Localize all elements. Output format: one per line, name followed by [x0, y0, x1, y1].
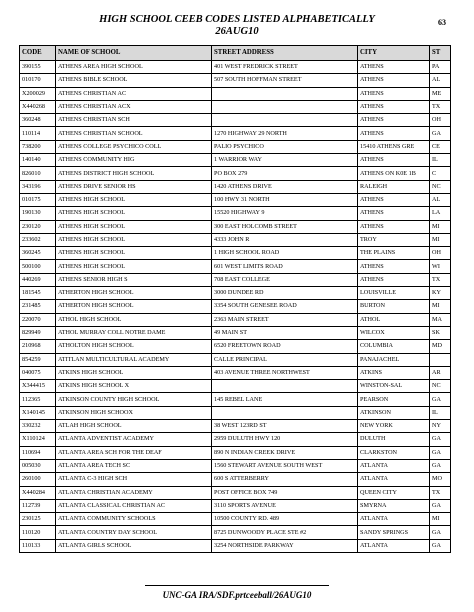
cell-city: CLARKSTON [358, 446, 430, 459]
page-title [0, 14, 474, 38]
cell-street-address [212, 114, 358, 127]
cell-street-address: 890 N INDIAN CREEK DRIVE [212, 446, 358, 459]
cell-state: MD [430, 340, 451, 353]
cell-city: ATHENS [358, 273, 430, 286]
cell-state: GA [430, 539, 451, 552]
cell-state: MI [430, 513, 451, 526]
table-row [20, 420, 451, 433]
cell-school-name: ATHENS CHRISTIAN SCHOOL [56, 127, 212, 140]
cell-state: KY [430, 287, 451, 300]
cell-state: OH [430, 247, 451, 260]
table-body [20, 61, 451, 553]
cell-state: C [430, 167, 451, 180]
cell-code: 112365 [20, 393, 56, 406]
column-header-address: STREET ADDRESS [212, 46, 358, 61]
cell-street-address: 507 SOUTH HOFFMAN STREET [212, 74, 358, 87]
cell-state: MO [430, 473, 451, 486]
cell-code: 181545 [20, 287, 56, 300]
cell-code: 854259 [20, 353, 56, 366]
cell-school-name: ATHOL HIGH SCHOOL [56, 313, 212, 326]
table-row [20, 473, 451, 486]
table-row [20, 326, 451, 339]
cell-city: WINSTON-SAL [358, 380, 430, 393]
table-row [20, 273, 451, 286]
cell-school-name: ATLANTA AREA TECH SC [56, 459, 212, 472]
cell-school-name: ATHENS HIGH SCHOOL [56, 260, 212, 273]
column-header-code: CODE [20, 46, 56, 61]
cell-school-name: ATHENS DISTRICT HIGH SCHOOL [56, 167, 212, 180]
cell-street-address: 100 HWY 31 NORTH [212, 193, 358, 206]
footer-text: UNC-GA IRA/SDF.prtceeball/26AUG10 [162, 590, 312, 600]
table-row [20, 539, 451, 552]
table-row [20, 380, 451, 393]
cell-city: QUEEN CITY [358, 486, 430, 499]
table-row [20, 313, 451, 326]
cell-state: LA [430, 207, 451, 220]
cell-street-address: PO BOX 279 [212, 167, 358, 180]
cell-school-name: ATHENS CHRISTIAN ACX [56, 100, 212, 113]
cell-city: ATLANTA [358, 539, 430, 552]
table-row [20, 140, 451, 153]
cell-code: 738200 [20, 140, 56, 153]
cell-school-name: ATHENS COLLEGE PSYCHICO COLL [56, 140, 212, 153]
cell-school-name: ATHENS CHRISTIAN AC [56, 87, 212, 100]
cell-school-name: ATLANTA AREA SCH FOR THE DEAF [56, 446, 212, 459]
cell-street-address: 403 AVENUE THREE NORTHWEST [212, 366, 358, 379]
cell-street-address: 3000 DUNDEE RD [212, 287, 358, 300]
cell-state: GA [430, 433, 451, 446]
cell-state: MI [430, 300, 451, 313]
footer-divider [145, 585, 329, 586]
cell-city: PANAJACHEL [358, 353, 430, 366]
cell-school-name: ATKINSON HIGH SCHOOX [56, 406, 212, 419]
cell-school-name: ATHENS HIGH SCHOOL [56, 207, 212, 220]
table-row [20, 287, 451, 300]
cell-city: ATHENS [358, 127, 430, 140]
table-row [20, 300, 451, 313]
cell-city: ATHENS [358, 114, 430, 127]
table-row [20, 127, 451, 140]
cell-state: ME [430, 87, 451, 100]
cell-city: ATHENS [358, 154, 430, 167]
cell-street-address: POST OFFICE BOX 749 [212, 486, 358, 499]
cell-city: ATHENS [358, 220, 430, 233]
table-row [20, 207, 451, 220]
cell-city: TROY [358, 233, 430, 246]
cell-city: ATHENS [358, 74, 430, 87]
cell-state: TX [430, 100, 451, 113]
cell-school-name: ATHENS HIGH SCHOOL [56, 193, 212, 206]
cell-school-name: ATHENS CHRISTIAN SCH [56, 114, 212, 127]
cell-street-address: 401 WEST FREDRICK STREET [212, 61, 358, 74]
table-row [20, 446, 451, 459]
cell-street-address: 1 WARRIOR WAY [212, 154, 358, 167]
cell-street-address: 3354 SOUTH GENESEE ROAD [212, 300, 358, 313]
cell-state [430, 353, 451, 366]
cell-code: 040075 [20, 366, 56, 379]
cell-school-name: ATHERTON HIGH SCHOOL [56, 287, 212, 300]
cell-school-name: ATHENS AREA HIGH SCHOOL [56, 61, 212, 74]
cell-street-address: 1 HIGH SCHOOL ROAD [212, 247, 358, 260]
cell-street-address: 145 REBEL LANE [212, 393, 358, 406]
cell-code: 500100 [20, 260, 56, 273]
cell-code: 826010 [20, 167, 56, 180]
cell-state: MA [430, 313, 451, 326]
table-row [20, 499, 451, 512]
cell-code: 190130 [20, 207, 56, 220]
page-number: 63 [438, 18, 446, 27]
cell-school-name: ATHOL MURRAY COLL NOTRE DAME [56, 326, 212, 339]
cell-code: 440269 [20, 273, 56, 286]
cell-code: 010175 [20, 193, 56, 206]
table-row [20, 114, 451, 127]
cell-state: AL [430, 193, 451, 206]
cell-street-address: 49 MAIN ST [212, 326, 358, 339]
cell-city: ATHENS ON K0E 1B [358, 167, 430, 180]
cell-code: 360245 [20, 247, 56, 260]
cell-state: SK [430, 326, 451, 339]
cell-code: 005030 [20, 459, 56, 472]
table-row [20, 433, 451, 446]
cell-school-name: ATLANTA C-3 HIGH SCH [56, 473, 212, 486]
cell-street-address: 2363 MAIN STREET [212, 313, 358, 326]
cell-code: 112739 [20, 499, 56, 512]
table-row [20, 100, 451, 113]
cell-city: ATKINSON [358, 406, 430, 419]
cell-city: LOUISVILLE [358, 287, 430, 300]
cell-school-name: ATHENS DRIVE SENIOR HS [56, 180, 212, 193]
ceeb-codes-table [19, 45, 451, 553]
cell-state: PA [430, 61, 451, 74]
table-row [20, 180, 451, 193]
title-line-2: 26AUG10 [215, 26, 259, 37]
title-line-1: HIGH SCHOOL CEEB CODES LISTED ALPHABETICALLY [99, 14, 375, 25]
cell-city: ATLANTA [358, 473, 430, 486]
cell-city: ATLANTA [358, 459, 430, 472]
cell-school-name: ATKINS HIGH SCHOOL X [56, 380, 212, 393]
cell-state: GA [430, 459, 451, 472]
cell-code: 829949 [20, 326, 56, 339]
cell-code: 110120 [20, 526, 56, 539]
cell-code: 110133 [20, 539, 56, 552]
cell-state: GA [430, 127, 451, 140]
cell-school-name: ATHENS BIBLE SCHOOL [56, 74, 212, 87]
cell-code: X200029 [20, 87, 56, 100]
cell-city: ATHOL [358, 313, 430, 326]
cell-code: 260100 [20, 473, 56, 486]
cell-street-address: 600 S ATTERBERRY [212, 473, 358, 486]
table-row [20, 260, 451, 273]
table-row [20, 486, 451, 499]
cell-state: GA [430, 499, 451, 512]
cell-state: NY [430, 420, 451, 433]
table-row [20, 526, 451, 539]
cell-code: 230125 [20, 513, 56, 526]
table-row [20, 353, 451, 366]
cell-street-address: 601 WEST LIMITS ROAD [212, 260, 358, 273]
cell-city: SANDY SPRINGS [358, 526, 430, 539]
cell-city: NEW YORK [358, 420, 430, 433]
cell-state: IL [430, 406, 451, 419]
column-header-name: NAME OF SCHOOL [56, 46, 212, 61]
cell-state: NC [430, 380, 451, 393]
cell-school-name: ATLANTA GIRLS SCHOOL [56, 539, 212, 552]
cell-school-name: ATLAH HIGH SCHOOL [56, 420, 212, 433]
table-row [20, 233, 451, 246]
cell-street-address: 1270 HIGHWAY 29 NORTH [212, 127, 358, 140]
cell-city: ATKINS [358, 366, 430, 379]
cell-city: PEARSON [358, 393, 430, 406]
cell-state: AR [430, 366, 451, 379]
cell-city: ATHENS [358, 61, 430, 74]
cell-street-address: 3110 SPORTS AVENUE [212, 499, 358, 512]
table-row [20, 247, 451, 260]
cell-state: WI [430, 260, 451, 273]
cell-city: ATHENS [358, 193, 430, 206]
cell-state: GA [430, 526, 451, 539]
cell-code: 343196 [20, 180, 56, 193]
cell-school-name: ATHERTON HIGH SCHOOL [56, 300, 212, 313]
cell-state: CE [430, 140, 451, 153]
cell-school-name: ATLANTA COMMUNITY SCHOOLS [56, 513, 212, 526]
cell-state: GA [430, 393, 451, 406]
table-row [20, 87, 451, 100]
cell-state: TX [430, 273, 451, 286]
table-header-row [20, 46, 451, 61]
cell-state: GA [430, 446, 451, 459]
cell-school-name: ATHENS HIGH SCHOOL [56, 233, 212, 246]
cell-state: OH [430, 114, 451, 127]
cell-street-address: 10500 COUNTY RD. 489 [212, 513, 358, 526]
cell-city: BURTON [358, 300, 430, 313]
table-row [20, 193, 451, 206]
cell-code: 231485 [20, 300, 56, 313]
cell-state: IL [430, 154, 451, 167]
cell-code: 110114 [20, 127, 56, 140]
table-row [20, 513, 451, 526]
cell-street-address: 300 EAST HOLCOMB STREET [212, 220, 358, 233]
cell-school-name: ATKINS HIGH SCHOOL [56, 366, 212, 379]
table-row [20, 154, 451, 167]
table-row [20, 393, 451, 406]
cell-code: 230120 [20, 220, 56, 233]
cell-state: MI [430, 233, 451, 246]
cell-school-name: ATHENS HIGH SCHOOL [56, 220, 212, 233]
cell-street-address: 1420 ATHENS DRIVE [212, 180, 358, 193]
cell-school-name: ATKINSON COUNTY HIGH SCHOOL [56, 393, 212, 406]
cell-city: ATHENS [358, 87, 430, 100]
cell-school-name: ATHENS COMMUNITY HIG [56, 154, 212, 167]
column-header-city: CITY [358, 46, 430, 61]
cell-street-address: 3254 NORTHSIDE PARKWAY [212, 539, 358, 552]
cell-street-address [212, 100, 358, 113]
cell-street-address: 38 WEST 123RD ST [212, 420, 358, 433]
table-row [20, 406, 451, 419]
cell-school-name: ATITLAN MULTICULTURAL ACADEMY [56, 353, 212, 366]
cell-city: 15410 ATHENS GRE [358, 140, 430, 153]
cell-state: AL [430, 74, 451, 87]
cell-street-address: 4333 JOHN R [212, 233, 358, 246]
cell-city: DULUTH [358, 433, 430, 446]
cell-city: RALEIGH [358, 180, 430, 193]
cell-state: NC [430, 180, 451, 193]
cell-school-name: ATHOLTON HIGH SCHOOL [56, 340, 212, 353]
cell-city: COLUMBIA [358, 340, 430, 353]
cell-code: 210968 [20, 340, 56, 353]
cell-street-address: 2959 DULUTH HWY 120 [212, 433, 358, 446]
cell-street-address: 708 EAST COLLEGE [212, 273, 358, 286]
cell-state: MI [430, 220, 451, 233]
cell-code: X110124 [20, 433, 56, 446]
table-row [20, 74, 451, 87]
cell-school-name: ATHENS SENIOR HIGH S [56, 273, 212, 286]
cell-street-address: 1560 STEWART AVENUE SOUTH WEST [212, 459, 358, 472]
cell-city: ATLANTA [358, 513, 430, 526]
table-row [20, 167, 451, 180]
cell-street-address [212, 380, 358, 393]
cell-school-name: ATLANTA CHRISTIAN ACADEMY [56, 486, 212, 499]
cell-city: SMYRNA [358, 499, 430, 512]
table-row [20, 366, 451, 379]
cell-street-address [212, 87, 358, 100]
cell-code: 220070 [20, 313, 56, 326]
cell-city: ATHENS [358, 207, 430, 220]
cell-code: 390155 [20, 61, 56, 74]
cell-code: X440268 [20, 100, 56, 113]
cell-city: ATHENS [358, 260, 430, 273]
cell-street-address [212, 406, 358, 419]
cell-code: 010170 [20, 74, 56, 87]
cell-school-name: ATHENS HIGH SCHOOL [56, 247, 212, 260]
cell-street-address: 6520 FREETOWN ROAD [212, 340, 358, 353]
cell-city: ATHENS [358, 100, 430, 113]
cell-code: 233602 [20, 233, 56, 246]
cell-code: X140145 [20, 406, 56, 419]
table-row [20, 340, 451, 353]
cell-code: X344415 [20, 380, 56, 393]
cell-school-name: ATLANTA CLASSICAL CHRISTIAN AC [56, 499, 212, 512]
column-header-state: ST [430, 46, 451, 61]
cell-code: 330232 [20, 420, 56, 433]
cell-state: TX [430, 486, 451, 499]
cell-code: X440284 [20, 486, 56, 499]
table-row [20, 220, 451, 233]
cell-city: WILCOX [358, 326, 430, 339]
cell-street-address: 15520 HIGHWAY 9 [212, 207, 358, 220]
cell-school-name: ATLANTA ADVENTIST ACADEMY [56, 433, 212, 446]
cell-street-address: CALLE PRINCIPAL [212, 353, 358, 366]
cell-code: 360248 [20, 114, 56, 127]
cell-code: 110694 [20, 446, 56, 459]
cell-city: THE PLAINS [358, 247, 430, 260]
cell-code: 140140 [20, 154, 56, 167]
cell-street-address: 8725 DUNWOODY PLACE STE #2 [212, 526, 358, 539]
cell-school-name: ATLANTA COUNTRY DAY SCHOOL [56, 526, 212, 539]
cell-street-address: PALIO PSYCHICO [212, 140, 358, 153]
table-row [20, 459, 451, 472]
table-row [20, 61, 451, 74]
